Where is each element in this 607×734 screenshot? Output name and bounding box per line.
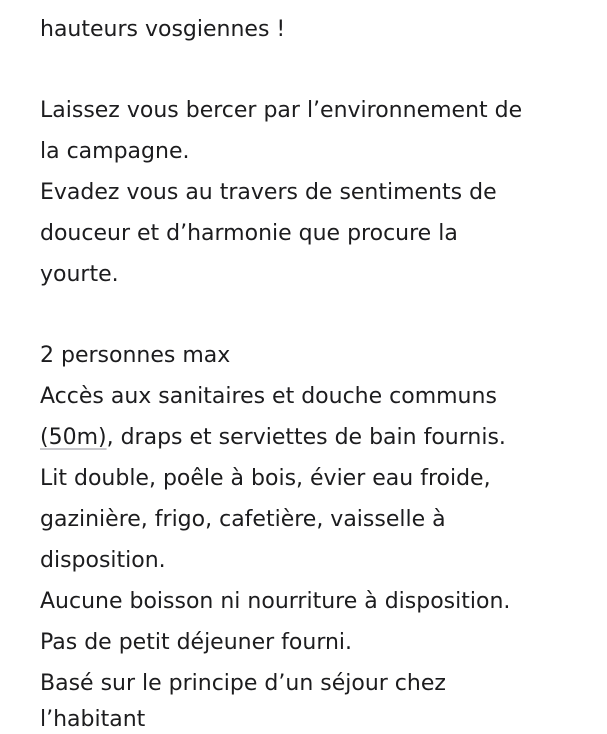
text-line: Accès aux sanitaires et douche communs: [40, 384, 497, 409]
text-line: Pas de petit déjeuner fourni.: [40, 630, 353, 655]
text-line: 2 personnes max: [40, 343, 231, 368]
text-line: l’habitant: [40, 707, 146, 732]
text-line: Aucune boisson ni nourriture à disposition.: [40, 589, 511, 614]
text-line: Laissez vous bercer par l’environnement de: [40, 98, 523, 123]
distance-link[interactable]: (50m): [40, 425, 107, 450]
text-line: Lit double, poêle à bois, évier eau froide,: [40, 466, 491, 491]
text-line: Basé sur le principe d’un séjour chez: [40, 671, 446, 696]
text-fragment: , draps et serviettes de bain fournis.: [106, 425, 506, 450]
text-line: Evadez vous au travers de sentiments de: [40, 180, 497, 205]
text-line: la campagne.: [40, 139, 190, 164]
text-line: disposition.: [40, 548, 166, 573]
text-line: gazinière, frigo, cafetière, vaisselle à: [40, 507, 446, 532]
text-line: hauteurs vosgiennes !: [40, 17, 286, 42]
text-line: yourte.: [40, 262, 119, 287]
text-line: [40, 424, 506, 452]
text-line: douceur et d’harmonie que procure la: [40, 221, 458, 246]
